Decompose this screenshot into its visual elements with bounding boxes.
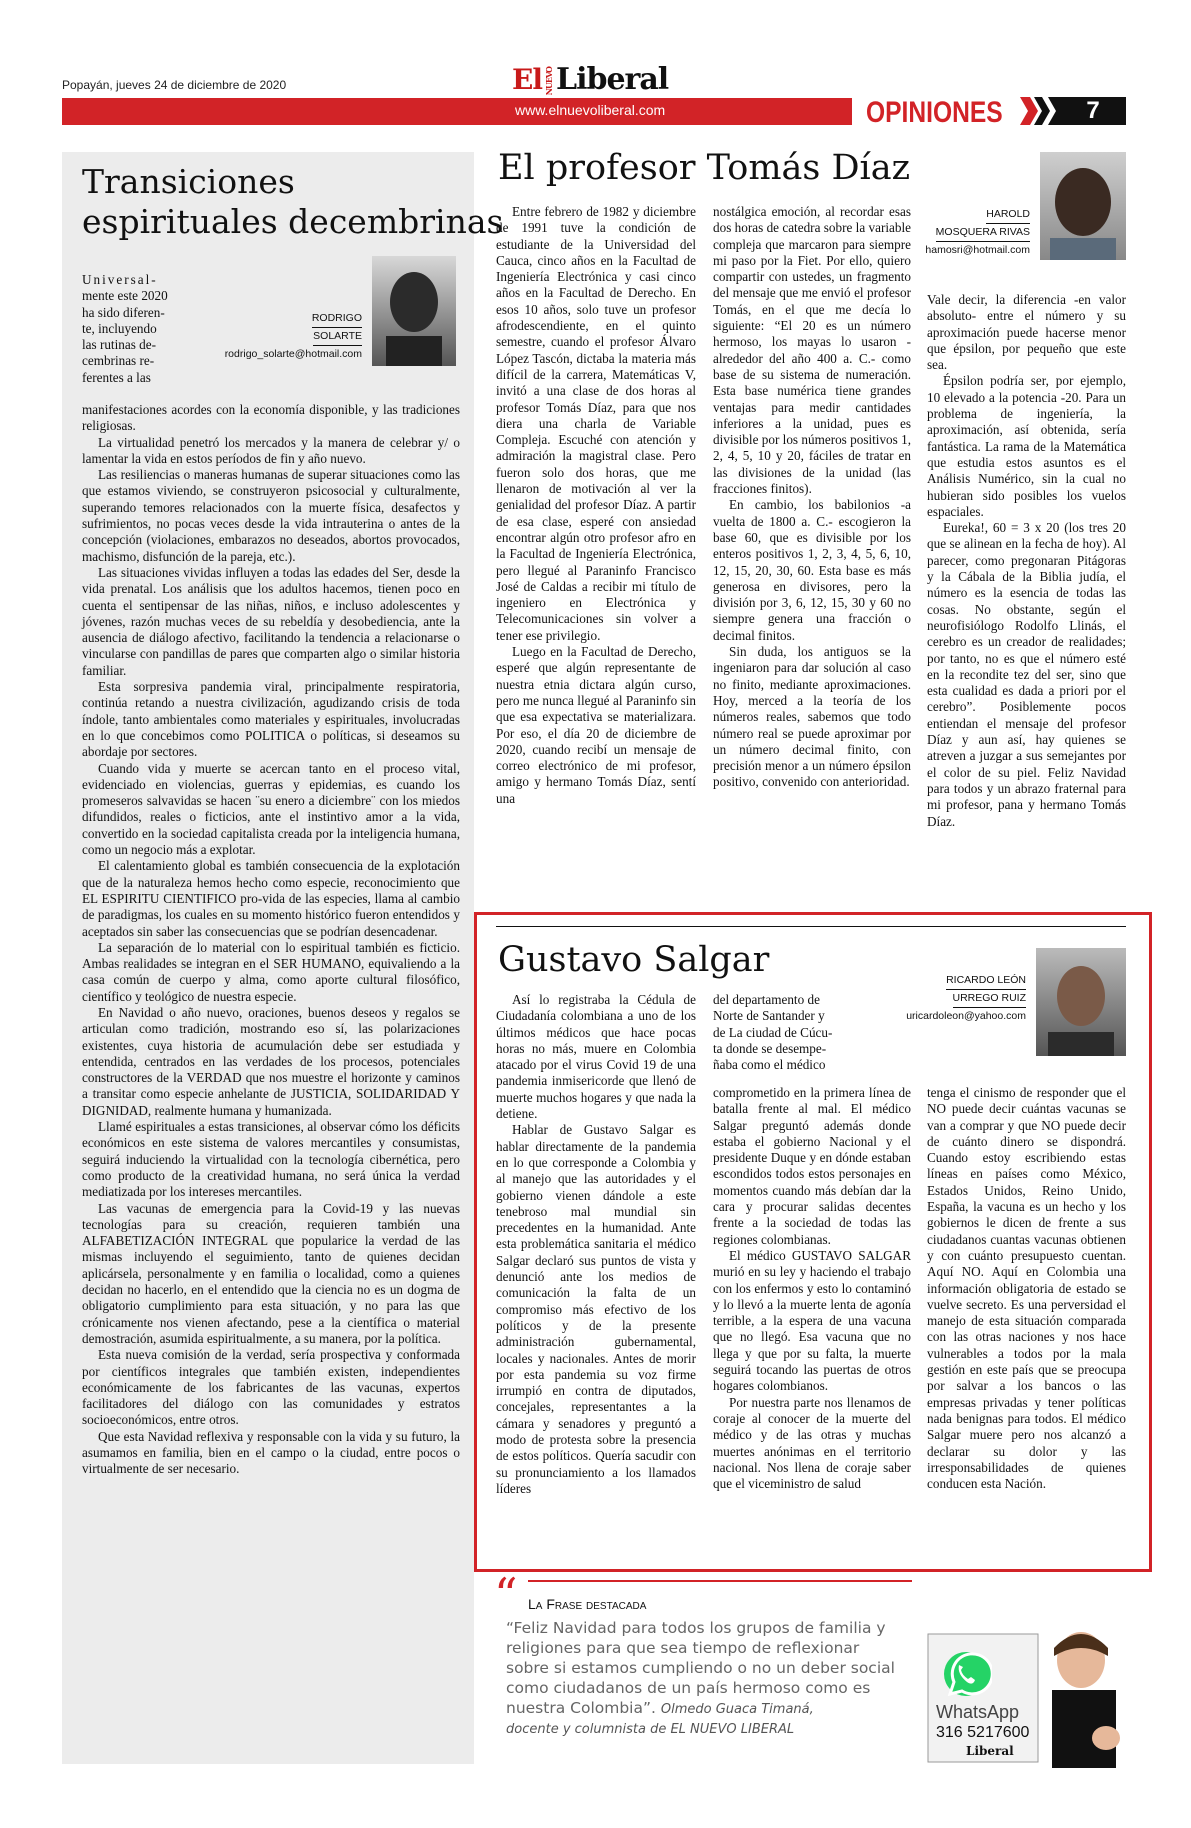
divider: [528, 1580, 912, 1582]
article-column-2: nostálgica emoción, al recordar esas dos horas de catedra sobre la variable compleja que marcaron para siempre mi paso por la Fiet. Por ello, quiero compartir con ustedes, un fragmento del mensaje que me envió el profesor Tomás, en el que me decía lo siguiente: “El 20 es un número hermoso, los mayas lo usaron -alrededor del año 400 a. C.- como base de su sistema de numeración. Esta base numérica tiene grandes ventajas para medir cantidades inferiores a la unidad, pues es divisible por los números positivos 1, 2, 4, 5, 10 y 20, fáciles de tratar en las divisiones de la unidad (las fracciones finitos). En cambio, los babilonios -a vuelta de 1800 a. C.- escogieron la base 60, que es divisible por los enteros positivos 1, 2, 3, 4, 5, 6, 10, 12, 15, 20, 30, 60. Esta base es más generosa en divisores, pero la división por 3, 6, 12, 15, 30 y 60 no siempre genera una fracción o decimal finitos. Sin duda, los antiguos se la ingeniaron para dar solución al caso no finito, mediante aproximaciones. Hoy, merced a la teoría de los números reales, sabemos que todo número real se puede aproximar por un número decimal finito, con precisión menor a un número épsilon positivo, convenido con anterioridad.: [713, 204, 911, 790]
article-title: Transiciones espirituales decembrinas: [82, 162, 504, 241]
author-photo: [1040, 152, 1126, 260]
frase-label: La Frase destacada: [528, 1596, 647, 1612]
section-title: OPINIONES: [866, 96, 1003, 129]
header-red-bar: [62, 98, 852, 125]
divider: [496, 926, 1126, 927]
whatsapp-icon: [940, 1648, 992, 1700]
article-intro: Universal- mente este 2020 ha sido diferen- te, incluyendo las rutinas de- cembrinas re- ferentes a las: [82, 272, 168, 385]
article-column-1: Así lo registraba la Cédula de Ciudadanía colombiana a uno de los últimos médicos que hace pocas horas no más, muere en Colombia atacado por el virus Covid 19 de una pandemia inmisericorde que llenó de muerte muchos hogares y que nada la detiene. Hablar de Gustavo Salgar es hablar directamente de la pandemia en lo que corresponde a Colombia y al manejo que las autoridades y el gobierno vienen dándole a este tenebroso mal mundial sin precedentes en la humanidad. Ante esta problemática sanitaria el médico Salgar declaró sus puntos de vista y denunció ante los medios de comunicación la falta de un compromiso más efectivo de los políticos y de la presente administración gubernamental, locales y nacionales. Antes de morir por esta pandemia su voz firme irrumpió en contra de diputados, concejales, representantes a la cámara y senadores y preguntó a modo de protesta sobre la presencia de estos políticos. Quería sacudir con su pronunciamiento a los llamados líderes: [496, 992, 696, 1496]
frase-author-role: docente y columnista de EL NUEVO LIBERAL: [506, 1722, 795, 1737]
website-url[interactable]: www.elnuevoliberal.com: [515, 102, 666, 118]
whatsapp-ad[interactable]: [926, 1620, 1126, 1768]
whatsapp-phone[interactable]: 316 5217600: [936, 1724, 1030, 1741]
author-email[interactable]: hamosri@hotmail.com: [925, 244, 1030, 256]
quote-icon: “: [494, 1568, 518, 1622]
author-email[interactable]: rodrigo_solarte@hotmail.com: [224, 348, 362, 360]
page-number: 7: [1060, 97, 1126, 125]
author-byline: RODRIGO SOLARTE rodrigo_solarte@hotmail.com: [196, 310, 362, 363]
section-stripes-icon: [1020, 97, 1060, 125]
frase-quote: “Feliz Navidad para todos los grupos de familia y religiones para que sea tiempo de reflexionar sobre si estamos cumpliendo o no un deber social como ciudadanos de un país hermoso como es nuestra Colombia”. Olmedo Guaca Timaná,: [506, 1619, 895, 1717]
author-email[interactable]: uricardoleon@yahoo.com: [906, 1010, 1026, 1022]
article-column-2-intro: del departamento de Norte de Santander y de La ciudad de Cúcu- ta donde se desempe- ñaba como el médico: [713, 992, 833, 1073]
newspaper-logo[interactable]: El NUEVOLiberal: [512, 62, 669, 97]
issue-date: Popayán, jueves 24 de diciembre de 2020: [62, 78, 287, 92]
article-title: Gustavo Salgar: [498, 940, 770, 980]
article-column-3: tenga el cinismo de responder que el NO puede decir cuántas vacunas se van a comprar y que NO puede decir de cuánto dinero se dispondrá. Cuando estoy escribiendo estas líneas en países como México, Estados Unidos, Reino Unido, España, la vacuna es un hecho y los gobiernos le dicen de frente a sus ciudadanos cuantas vacunas obtienen y con cuánto presupuesto cuentan. Aquí NO. Aquí en Colombia una información obligatoria de estado se vuelve secreto. Es una perversidad el manejo de esta situación comparada con las otras naciones y nos hace vulnerables a todos por la mala gestión en este país que se preocupa por salvar a los bancos o las empresas privadas y tener políticas nada benignas para todos. El médico Salgar muere pero nos alcanzó a declarar su dolor y las irresponsabilidades de quienes conducen esta Nación.: [927, 1085, 1126, 1492]
article-body: manifestaciones acordes con la economía disponible, y las tradiciones religiosas. La virtualidad penetró los mercados y la manera de celebrar y/ o lamentar la vida en estos períodos de fin y año nuevo. Las resiliencias o maneras humanas de superar situaciones como las que estamos viviendo, se construyeron psicosocial y culturalmente, superando temores relacionados con la muerte física, desafectos y sufrimientos, no pocas veces desde la vida intrauterina o antes de la concepción (violaciones, embarazos no deseados, abortos provocados, machismo, disfunción de la pareja, etc.). Las situaciones vividas influyen a todas las edades del Ser, desde la vida prenatal. Los análisis que los adultos hacemos, tienen poco en cuenta el sentipensar de las niñas, niños, e incluso adolescentes y jóvenes, razón muchas veces de su rebeldía y desobediencia, ante la ausencia de diálogo afectivo, facilitando la tendencia a relacionarse o vincularse con pandillas de pares que comparten algo o similar historia familiar. Esta sorpresiva pandemia viral, principalmente respiratoria, continúa retando a nuestra civilización, agudizando crisis de toda índole, tanto ambientales como materiales y espirituales, involucradas en lo que concebimos como POLITICA o políticas, si deseamos su abordaje por sectores. Cuando vida y muerte se acercan tanto en el proceso vital, evidenciado en violencias, guerras y epidemias, es cuando los promeseros salvavidas se hacen ¨su enero a diciembre¨ con los miedos difundidos, reales o ficticios, ante el instintivo amor a la vida, convertido en la sociedad capitalista creada por la inteligencia humana, como un negocio más a explotar. El calentamiento global es también consecuencia de la explotación que de la naturaleza hemos hecho como especie, reconocimiento que EL ESPIRITU CIENTIFICO pro-vida de las especies, llama al cambio de paradigmas, los cuales en su momento histórico fueron entendidos y aceptados sin saber las consecuencias que se podrían desencadenar. La separación de lo material con lo espiritual también es ficticio. Ambas realidades se integran en el SER HUMANO, equivaliendo a la casa común de cuerpo y alma, como aporte cultural filosófico, científico y teológico de nuestra especie. En Navidad o año nuevo, oraciones, buenos deseos y regalos se articulan como tradición, mostrando eso sí, las polarizaciones existentes, cuya historia de acumulación debe ser estudiada y entendida, centrados en las verdades de los procesos, potenciales constructores de la VERDAD que nos muestre el horizonte y caminos a transitar como especie anhelante de JUSTICIA, SOLIDARIDAD Y DIGNIDAD, realmente humana y humanizada. Llamé espirituales a estas transiciones, al observar cómo los déficits económicos en este sistema de valores mercantiles y consumistas, seguirá induciendo la virtualidad con la tecnología cibernética, pero como producto de la creatividad humana, no será única la verdad mediatizada por los intereses mercantiles. Las vacunas de emergencia para la Covid-19 y las nuevas tecnologías para su creación, requieren también una ALFABETIZACIÓN INTEGRAL que popularice la verdad de las mismas incluyendo el seguimiento, tanto de quienes decidan aplicársela, personalmente y en familia o localidad, como a quienes decidan no hacerlo, en el entendido que la ciencia no es un dogma de obligatorio cumplimiento para esta situación, y no para las que crónicamente nos vienen afectando, pese a la científica o material demostración, asumida espiritualmente, a su manera, por la política. Esta nueva comisión de la verdad, sería prospectiva y conformada por científicos integrales que también existen, independientes económicamente de los fabricantes de las vacunas, expertos facilitadores del diálogo con las comunidades y estratos socioeconómicos, entre otros. Que esta Navidad reflexiva y responsable con la vida y su futuro, la asumamos en familia, bien en el campo o la ciudad, entre pocos o virtualmente de ser necesario.: [82, 402, 460, 1477]
article-title: El profesor Tomás Díaz: [498, 148, 911, 188]
author-photo: [1036, 948, 1126, 1056]
article-column-1: Entre febrero de 1982 y diciembre de 1991 tuve la condición de estudiante de la Universidad del Cauca, cinco años en la Facultad de Ingeniería Electrónica y casi cinco años en la Facultad de Derecho. En esos 10 años, solo tuve un profesor afrodescendiente, en el quinto semestre, cuando el profesor Álvaro López Tascón, dictaba la materia más difícil de la carrera, Matemáticas V, invitó a una clase de dos horas al profesor Tomás Díaz, para que nos diera una charla de Variable Compleja. Escuché con atención y admiración la magistral clase. Pero fueron solo dos horas, que me llenaron de motivación al ver la genialidad del profesor Díaz. A partir de esa clase, esperé con ansiedad encontrar algún otro profesor afro en la Facultad de Ingeniería Electrónica, pero llegué al Paraninfo Francisco José de Caldas a recibir mi título de ingeniero en Electrónica y Telecomunicaciones sin volver a tener ese privilegio. Luego en la Facultad de Derecho, esperé que algún representante de nuestra etnia dictara algún curso, pero me nunca llegué al Paraninfo sin que esa expectativa se materializara. Por eso, el día 20 de diciembre de 2020, cuando recibí un mensaje de correo electrónico de mi profesor, amigo y hermano Tomás Díaz, sentí una: [496, 204, 696, 806]
article-column-2: comprometido en la primera línea de batalla frente al mal. El médico Salgar preguntó además donde estaba el gobierno Nacional y el presidente Duque y en dónde estaban escondidos todos estos personajes en momentos cuando más debían dar la cara y procurar salidas decentes frente a la sociedad de todas las regiones colombianas. El médico GUSTAVO SALGAR murió en su ley y haciendo el trabajo con los enfermos y esto lo contaminó y lo llevó a la muerte lenta de agonía terrible, a la espera de una vacuna que no llegó. Esa vacuna que no llega y que por su falta, la muerte seguirá tocando las puertas de otros hogares colombianos. Por nuestra parte nos llenamos de coraje al conocer de la muerte del médico y de las otras y muchas muertes anónimas en el territorio nacional. Nos llena de coraje saber que el viceministro de salud: [713, 1085, 911, 1492]
author-byline: RICARDO LEÓN URREGO RUIZ uricardoleon@yahoo.com: [880, 972, 1026, 1025]
article-column-3: Vale decir, la diferencia -en valor absoluto- entre el número y su aproximación puede hacerse menor que épsilon, por pequeño que este sea. Épsilon podría ser, por ejemplo, 10 elevado a la potencia -20. Para un problema de ingeniería, la aproximación, así obtenida, sería fantástica. La rama de la Matemática que estudia estos asuntos es el Análisis Numérico, sin la cual no hubieran sido posibles los vuelos espaciales. Eureka!, 60 = 3 x 20 (los tres 20 que se alinean en la fecha de hoy). Al parecer, como pregonaran Pitágoras y la Cábala de la Biblia judía, el número es la esencia de todas las cosas. No obstante, según el neurofisiólogo Rodolfo Llinás, el cerebro es un creador de realidades; por tanto, no es que el número esté en la recondite tez del ser, sino que esta cualidad es dada a priori por el cerebro”. Posiblemente pocos entiendan el mensaje del profesor Díaz y aun así, hay quienes se atreven a juzgar a sus semejantes por el color de su piel. Feliz Navidad para todos y un abrazo fraternal para mi profesor, pana y hermano Tomás Díaz.: [927, 292, 1126, 829]
ad-logo: Liberal: [966, 1744, 1014, 1758]
author-byline: HAROLD MOSQUERA RIVAS hamosri@hotmail.com: [880, 206, 1030, 259]
whatsapp-label: WhatsApp: [936, 1702, 1020, 1722]
author-photo: [372, 256, 456, 366]
